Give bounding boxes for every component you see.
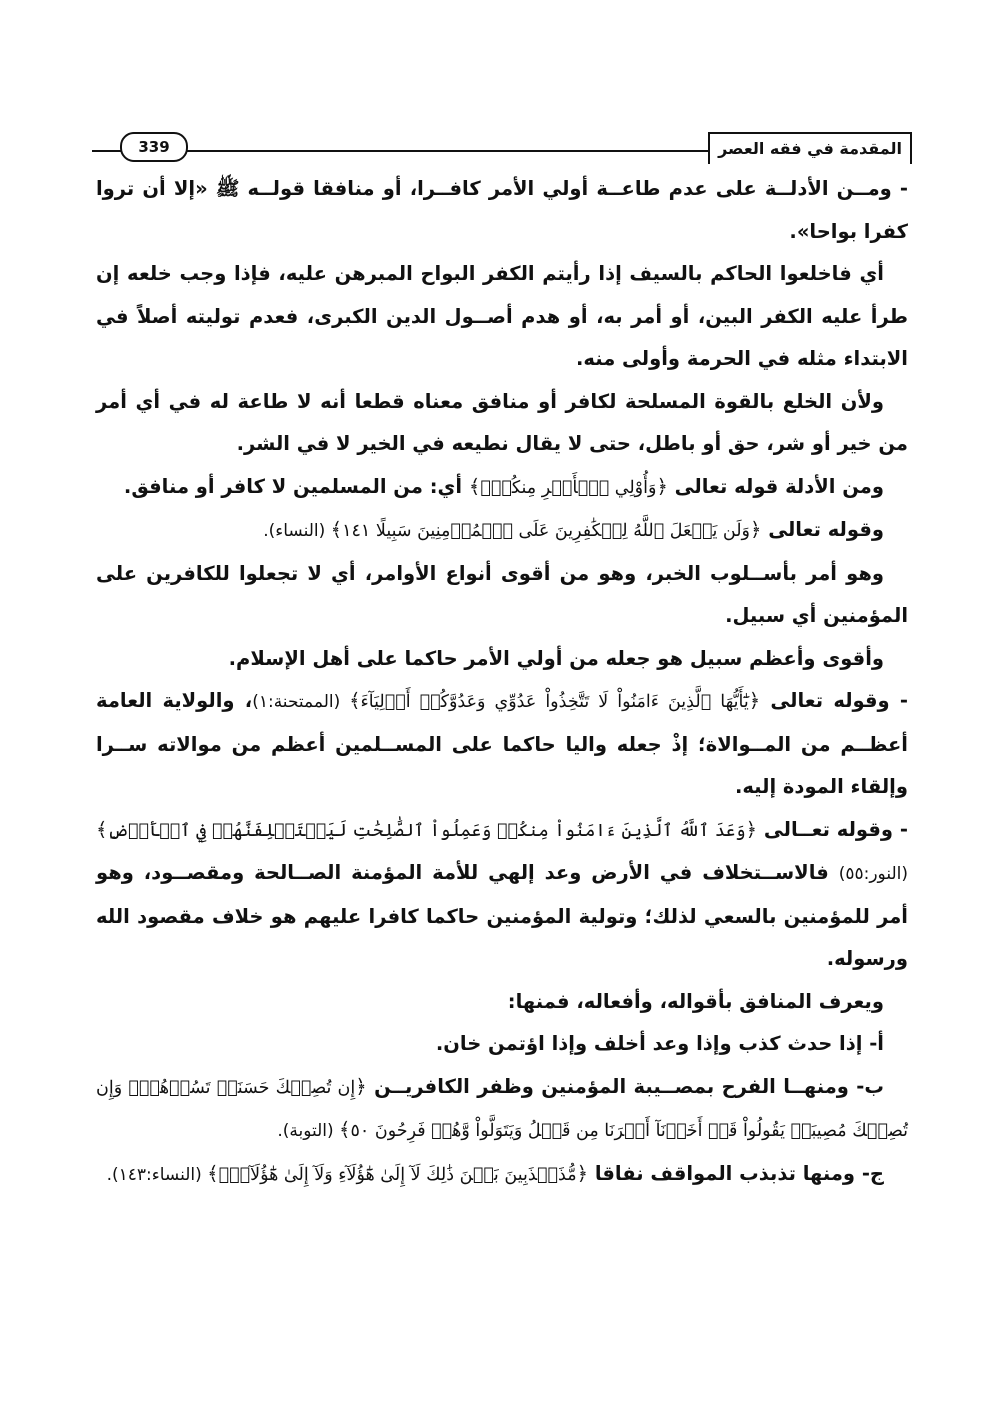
verse-bracket: ﴾ bbox=[207, 1161, 219, 1185]
text-run: ج- ومنها تذبذب المواقف نفاقا bbox=[588, 1161, 884, 1185]
paragraph bbox=[96, 1023, 908, 1066]
text-run: وأقوى وأعظم سبيل هو جعله من أولي الأمر حاكما على أهل الإسلام. bbox=[228, 646, 884, 670]
text-run: ، والولاية العامة أعظــم من المــوالاة؛ إذْ جعله واليا حاكما على المســلمين أعظم من موالاته ســرا وإلقاء المودة إليه. bbox=[96, 689, 908, 798]
paragraph bbox=[96, 381, 908, 466]
paragraph bbox=[96, 1153, 908, 1197]
quran-verse: وَلَن يَجۡعَلَ ٱللَّهُ لِلۡكَٰفِرِينَ عَلَى ٱلۡمُؤۡمِنِينَ سَبِيلًا ١٤١ bbox=[342, 521, 751, 541]
verse-bracket: ﴿ bbox=[750, 518, 762, 541]
verse-reference: (التوبة). bbox=[277, 1121, 340, 1141]
text-run: ولأن الخلع بالقوة المسلحة لكافر أو منافق معناه قطعا أنه لا طاعة له في أي أمر من خير أو شر، حق أو باطل، حتى لا يقال نطيعه في الخير لا في الشر. bbox=[96, 389, 908, 455]
text-run: ب- ومنهــا الفرح بمصــيبة المؤمنين وظفر الكافريــن bbox=[366, 1074, 884, 1098]
verse-reference: (الممتحنة:١) bbox=[252, 692, 350, 712]
paragraph bbox=[96, 680, 908, 809]
paragraph bbox=[96, 168, 908, 253]
verse-bracket: ﴾ bbox=[96, 817, 108, 841]
paragraph bbox=[96, 466, 908, 510]
verse-reference: (النور:٥٥) bbox=[838, 864, 908, 884]
text-run: وقوله تعالى bbox=[761, 518, 884, 541]
paragraph bbox=[96, 1066, 908, 1153]
paragraph bbox=[96, 809, 908, 981]
paragraph bbox=[96, 253, 908, 381]
text-run: وهو أمر بأســلوب الخبر، وهو من أقوى أنواع الأوامر، أي لا تجعلوا للكافرين على المؤمنين أي سبيل. bbox=[96, 561, 908, 627]
page-number: 339 bbox=[120, 132, 188, 162]
paragraph bbox=[96, 638, 908, 681]
quran-verse: مُّذَبۡذَبِينَ بَيۡنَ ذَٰلِكَ لَآ إِلَىٰ هَٰٓؤُلَآءِ وَلَآ إِلَىٰ هَٰٓؤُلَآءِۚ bbox=[218, 1164, 577, 1185]
verse-bracket: ﴾ bbox=[339, 1118, 351, 1141]
verse-bracket: ﴾ bbox=[349, 689, 361, 712]
quran-verse: وَأُوْلِي ٱلۡأَمۡرِ مِنكُمۡۖ bbox=[480, 477, 657, 498]
text-run: ويعرف المنافق بأقواله، وأفعاله، فمنها: bbox=[507, 989, 884, 1013]
verse-reference: (النساء). bbox=[263, 521, 331, 541]
running-header bbox=[92, 118, 912, 158]
quran-verse: يَٰٓأَيُّهَا ٱلَّذِينَ ءَامَنُواْ لَا تَتَّخِذُواْ عَدُوِّي وَعَدُوَّكُمۡ أَوۡلِيَآءَ bbox=[360, 692, 749, 712]
text-run: أي فاخلعوا الحاكم بالسيف إذا رأيتم الكفر البواح المبرهن عليه، فإذا وجب خلعه إن طرأ عليه الكفر البين، أو أمر به، أو هدم أصــول الدين الكبرى، فعدم توليته أصلاً في الابتداء مثله في الحرمة وأولى منه. bbox=[96, 262, 908, 370]
verse-bracket: ﴿ bbox=[576, 1161, 589, 1185]
text-run: ومن الأدلة قوله تعالى bbox=[667, 474, 884, 498]
verse-bracket: ﴿ bbox=[748, 689, 761, 712]
text-run: - وقوله تعــالى bbox=[757, 817, 908, 841]
body-text bbox=[96, 168, 908, 1196]
book-title: المقدمة في فقه العصر bbox=[708, 132, 912, 164]
paragraph bbox=[96, 981, 908, 1024]
text-run: - وقوله تعالى bbox=[760, 689, 908, 712]
verse-bracket: ﴿ bbox=[355, 1074, 367, 1098]
quran-verse: وَعَدَ ٱللَّهُ ٱلَّذِينَ ءَامَنُواْ مِنكُمۡ وَعَمِلُواْ ٱلصَّٰلِحَٰتِ لَيَسۡتَخۡلِفَنَّهُمۡ فِي ٱلۡأَرۡضِ bbox=[107, 820, 746, 841]
verse-bracket: ﴾ bbox=[468, 474, 481, 498]
text-run: فالاســتخلاف في الأرض وعد إلهي للأمة المؤمنة الصــالحة ومقصــود، وهو أمر للمؤمنين بالسعي لذلك؛ وتولية المؤمنين حاكما كافرا عليهم هو خلاف مقصود الله ورسوله. bbox=[96, 861, 908, 970]
verse-bracket: ﴾ bbox=[330, 518, 343, 541]
text-run: أي: من المسلمين لا كافر أو منافق. bbox=[123, 474, 469, 498]
verse-reference: (النساء:١٤٣). bbox=[106, 1164, 208, 1185]
paragraph bbox=[96, 553, 908, 638]
verse-bracket: ﴿ bbox=[745, 817, 758, 841]
quran-verse: إِن تُصِبۡكَ حَسَنَةٞ تَسُؤۡهُمۡۖ وَإِن تُصِبۡكَ مُصِيبَةٞ يَقُولُواْ قَدۡ أَخَذۡنَآ أَمۡرَنَا مِن قَبۡلُ وَيَتَوَلَّواْ وَّهُمۡ فَرِحُونَ ٥٠ bbox=[96, 1077, 908, 1141]
text-run: أ- إذا حدث كذب وإذا وعد أخلف وإذا اؤتمن خان. bbox=[435, 1032, 884, 1055]
verse-bracket: ﴿ bbox=[656, 474, 668, 498]
paragraph bbox=[96, 509, 908, 553]
text-run: - ومــن الأدلــة على عدم طاعــة أولي الأمر كافــرا، أو منافقا قولــه ﷺ «إلا أن تروا كفرا بواحا». bbox=[96, 177, 908, 243]
